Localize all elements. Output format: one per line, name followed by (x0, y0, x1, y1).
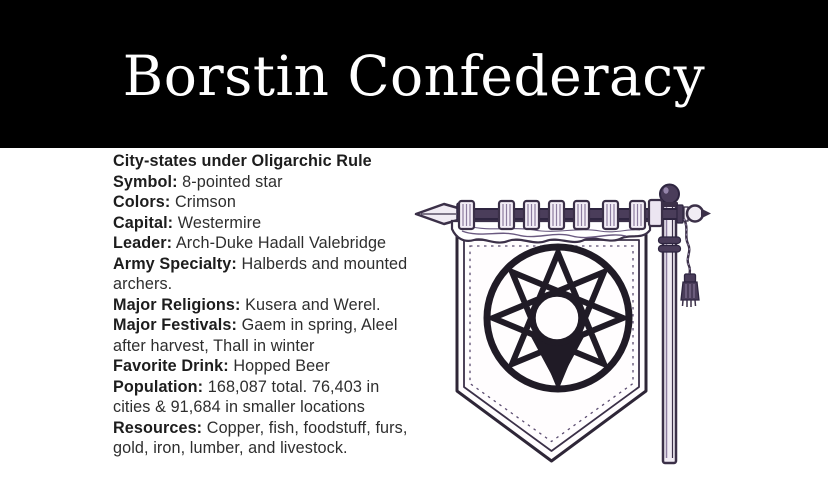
tassel-icon (681, 219, 699, 307)
title-banner (0, 0, 828, 148)
info-row-symbol: Symbol: 8-pointed star (113, 172, 283, 191)
info-row-major-religions: Major Religions: Kusera and Werel. (113, 295, 381, 314)
info-row-major-festivals: Major Festivals: Gaem in spring, Aleel after harvest, Thall in winter (113, 316, 398, 355)
page-title: Borstin Confederacy (122, 44, 706, 108)
info-heading: City-states under Oligarchic Rule (113, 152, 372, 170)
acorn-knob-icon (677, 205, 711, 223)
info-row-leader: Leader: Arch-Duke Hadall Valebridge (113, 234, 387, 252)
info-row-capital: Capital: Westermire (113, 213, 262, 232)
info-row-army-specialty: Army Specialty: Halberds and mounted archers. (113, 254, 408, 293)
info-panel (113, 151, 415, 459)
banner-illustration (400, 148, 828, 501)
info-row-colors: Colors: Crimson (113, 193, 236, 211)
info-row-favorite-drink: Favorite Drink: Hopped Beer (113, 357, 330, 375)
info-row-resources: Resources: Copper, fish, foodstuff, furs, gold, iron, lumber, and livestock. (113, 418, 408, 457)
info-row-population: Population: 168,087 total. 76,403 in cities & 91,684 in smaller locations (113, 377, 380, 416)
